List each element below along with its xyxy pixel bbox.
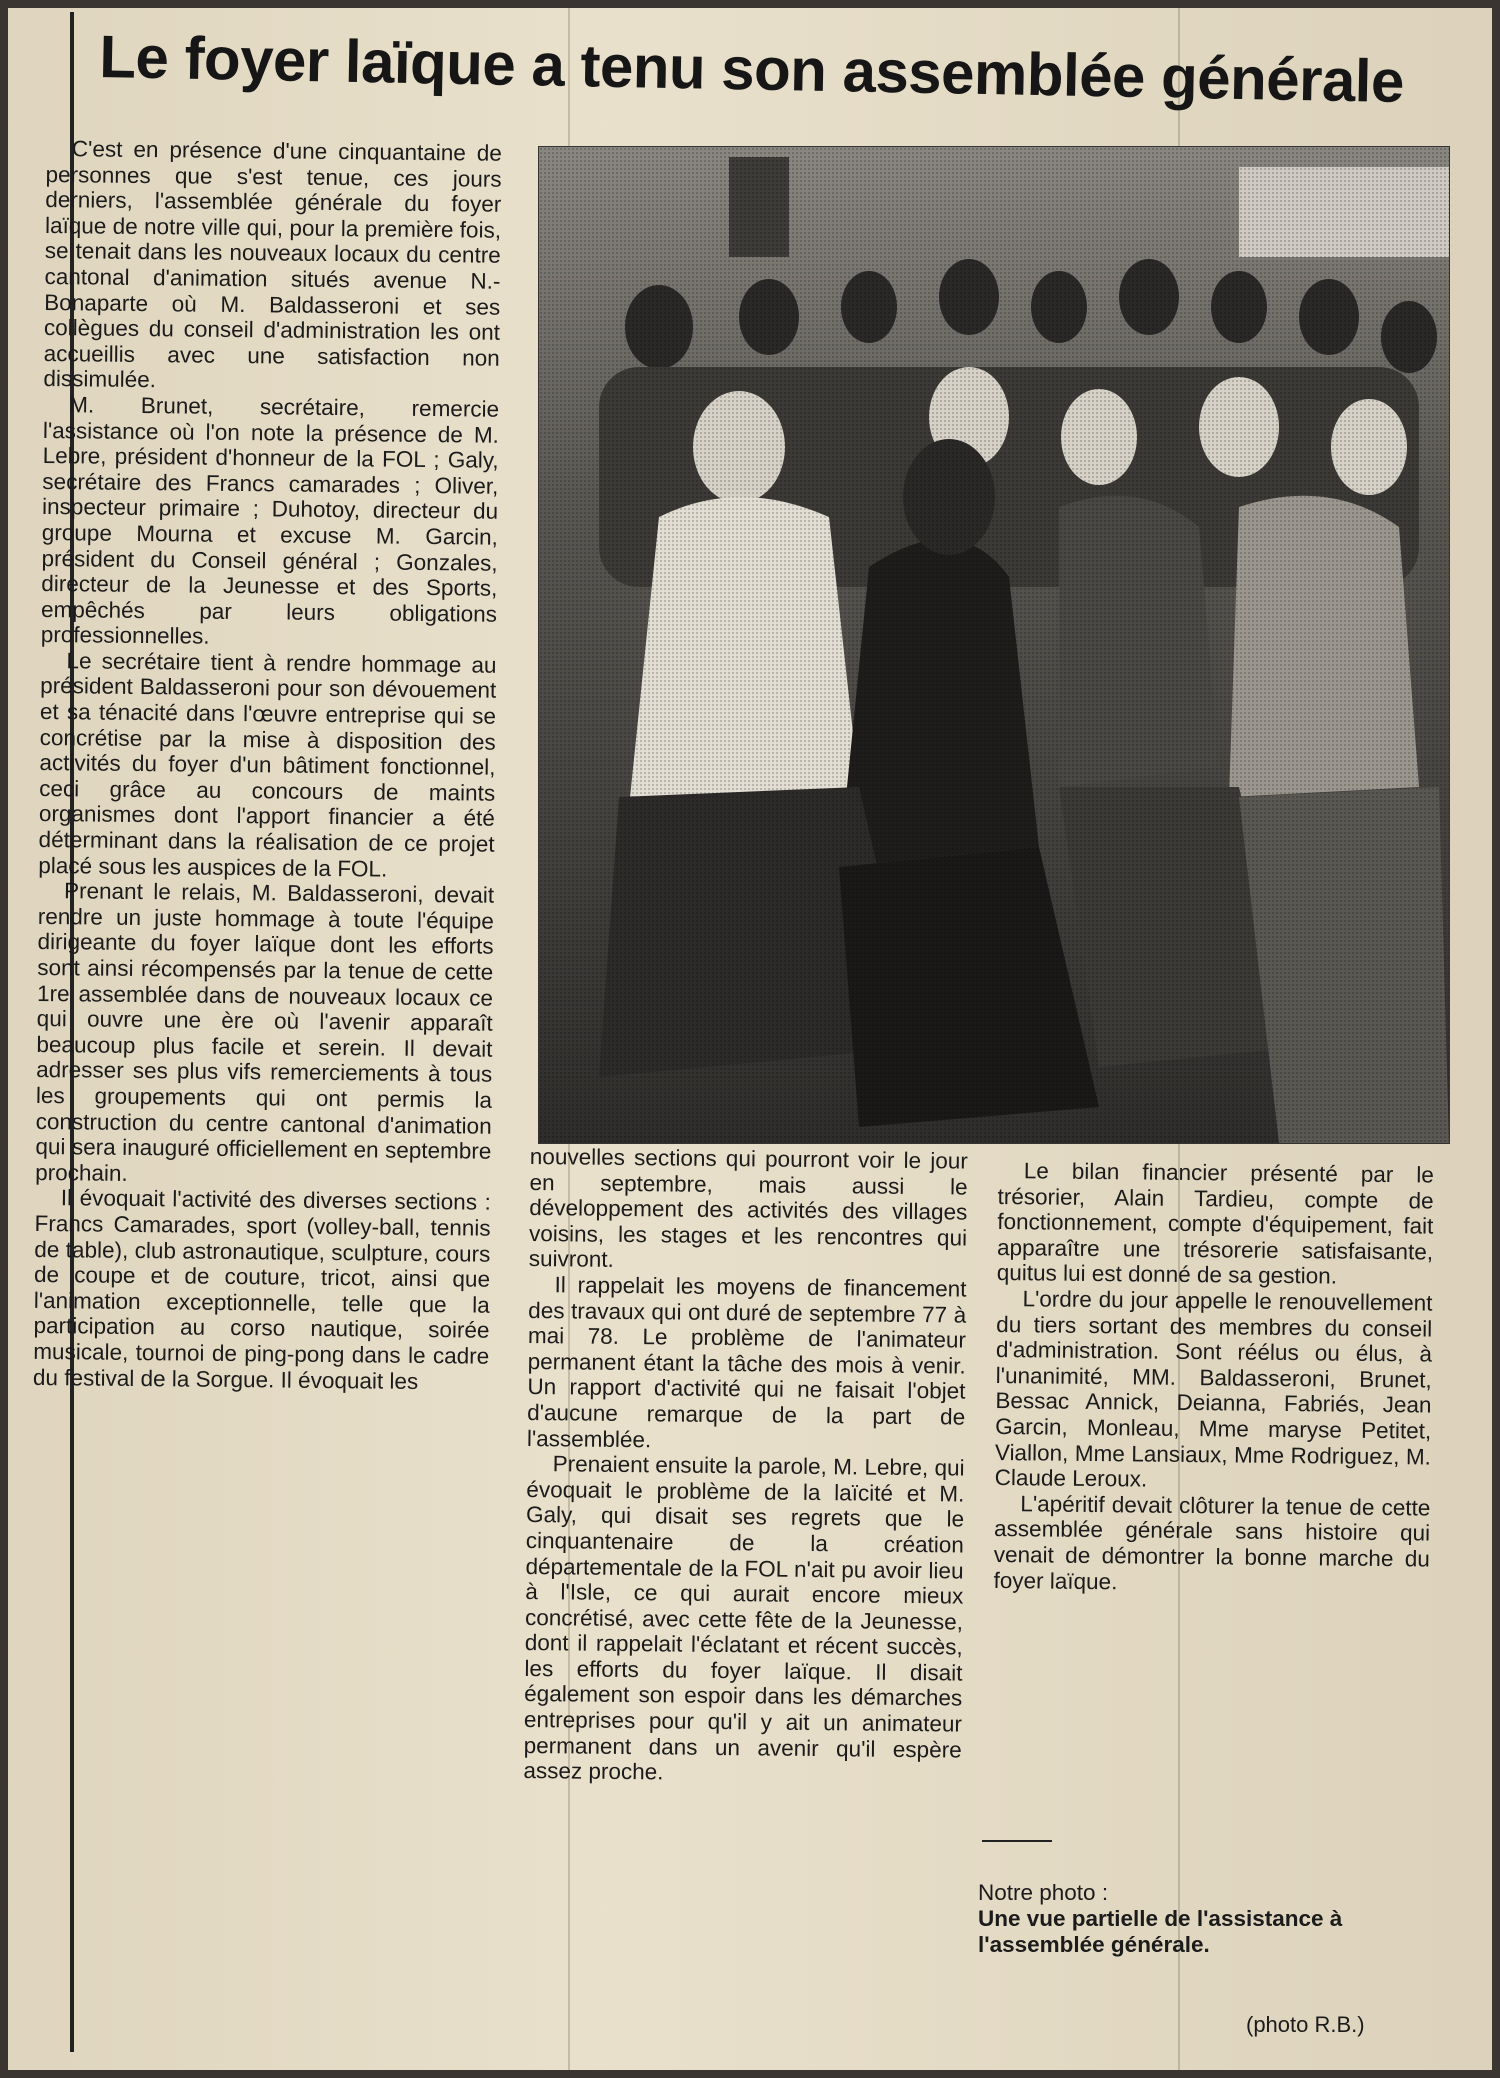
paragraph: L'ordre du jour appelle le renouvellement du tiers sortant des membres du conseil d'administration. Sont réélus ou élus, à l'unanimité, MM. Baldasseroni, Brunet, Bessac Annick, Deianna, Fabriés, Jean Garcin, Monleau, Mme maryse Petitet, Viallon, Mme Lansiaux, Mme Rodriguez, M. Claude Leroux.: [994, 1286, 1433, 1492]
article-column-3: [993, 1158, 1434, 1598]
photo-credit: (photo R.B.): [1246, 2012, 1365, 2037]
audience-photo-graphic: [539, 147, 1449, 1143]
caption-body: Une vue partielle de l'assistance à l'assemblée générale.: [978, 1906, 1343, 1957]
paragraph: Le bilan financier présenté par le trésorier, Alain Tardieu, compte de fonctionnement, compte d'équipement, fait apparaître une trésorerie satisfaisante, quitus lui est donné de sa gestion.: [996, 1158, 1434, 1289]
caption-intro: Notre photo :: [978, 1880, 1109, 1905]
paragraph: Prenaient ensuite la parole, M. Lebre, qui évoquait le problème de la laïcité et M. Galy, qui disait ses regrets que le cinquantenaire de la création départementale de la FOL n'ait pu avoir lieu à l'Isle, ce qui aurait encore mieux concrétisé, avec cette fête de la Jeunesse, dont il rappelait l'éclatant et récent succès, les efforts du foyer laïque. Il disait également son espoir dans les démarches entreprises pour qu'il y ait un animateur permanent dans un avenir qu'il espère assez proche.: [523, 1451, 965, 1785]
paragraph: Il évoquait l'activité des diverses sections : Francs Camarades, sport (volley-ball, tennis de table), club astronautique, sculpture, cours de coupe et de couture, tricot, ainsi que l'animation exceptionnelle, telle que la participation au corso nautique, soirée musicale, tournoi de ping-pong dans le cadre du festival de la Sorgue. Il évoquait les: [32, 1185, 491, 1394]
paragraph: nouvelles sections qui pourront voir le jour en septembre, mais aussi le développement des activités des villages voisins, les stages et les rencontres qui suivront.: [528, 1144, 968, 1273]
article-column-1: [33, 136, 502, 1395]
paragraph: L'apéritif devait clôturer la tenue de cette assemblée générale sans histoire qui venait de démontrer la bonne marche du foyer laïque.: [993, 1490, 1431, 1594]
caption-divider: [982, 1840, 1052, 1842]
article-headline: Le foyer laïque a tenu son assemblée générale: [98, 23, 1405, 116]
newspaper-clipping: [8, 8, 1492, 2070]
paragraph: Prenant le relais, M. Baldasseroni, devait rendre un juste hommage à toute l'équipe dirigeante du foyer laïque dont les efforts sont ainsi récompensés par la tenue de cette 1re assemblée dans de nouveaux locaux ce qui ouvre une ère où l'avenir apparaît beaucoup plus facile et serein. Il devait adresser ses plus vifs remerciements à tous les groupements qui ont permis la construction du centre cantonal d'animation qui sera inauguré officiellement en septembre prochain.: [35, 878, 495, 1186]
paragraph: Il rappelait les moyens de financement des travaux qui ont duré de septembre 77 à mai 78. Le problème de l'animateur permanent étant la tâche des mois à venir. Un rapport d'activité qui ne faisait l'objet d'aucune remarque de la part de l'assemblée.: [526, 1272, 967, 1452]
paragraph: Le secrétaire tient à rendre hommage au président Baldasseroni pour son dévouement et sa ténacité dans l'œuvre entreprise qui se concrétise par la mise à disposition des activités du foyer d'un bâtiment fonctionnel, ceci grâce au concours de maints organismes dont l'apport financier a été déterminant dans la réalisation de ce projet placé sous les auspices de la FOL.: [38, 648, 497, 882]
paragraph: C'est en présence d'une cinquantaine de personnes que s'est tenue, ces jours derniers, l'assemblée générale du foyer laïque de notre ville qui, pour la première fois, se tenait dans les nouveaux locaux du centre cantonal d'animation situés avenue N.-Bonaparte où M. Baldasseroni et ses collègues du conseil d'administration les ont accueillis avec une satisfaction non dissimulée.: [43, 136, 502, 393]
photo-caption: [978, 1880, 1428, 1958]
assembly-photo: [538, 146, 1450, 1144]
paragraph: M. Brunet, secrétaire, remercie l'assistance où l'on note la présence de M. Lebre, président d'honneur de la FOL ; Galy, secrétaire des Francs camarades ; Oliver, inspecteur primaire ; Duhotoy, directeur du groupe Mourna et excuse M. Garcin, président du Conseil général ; Gonzales, directeur de la Jeunesse et des Sports, empêchés par leurs obligations professionnelles.: [40, 392, 500, 650]
article-column-2: [523, 1144, 968, 1788]
